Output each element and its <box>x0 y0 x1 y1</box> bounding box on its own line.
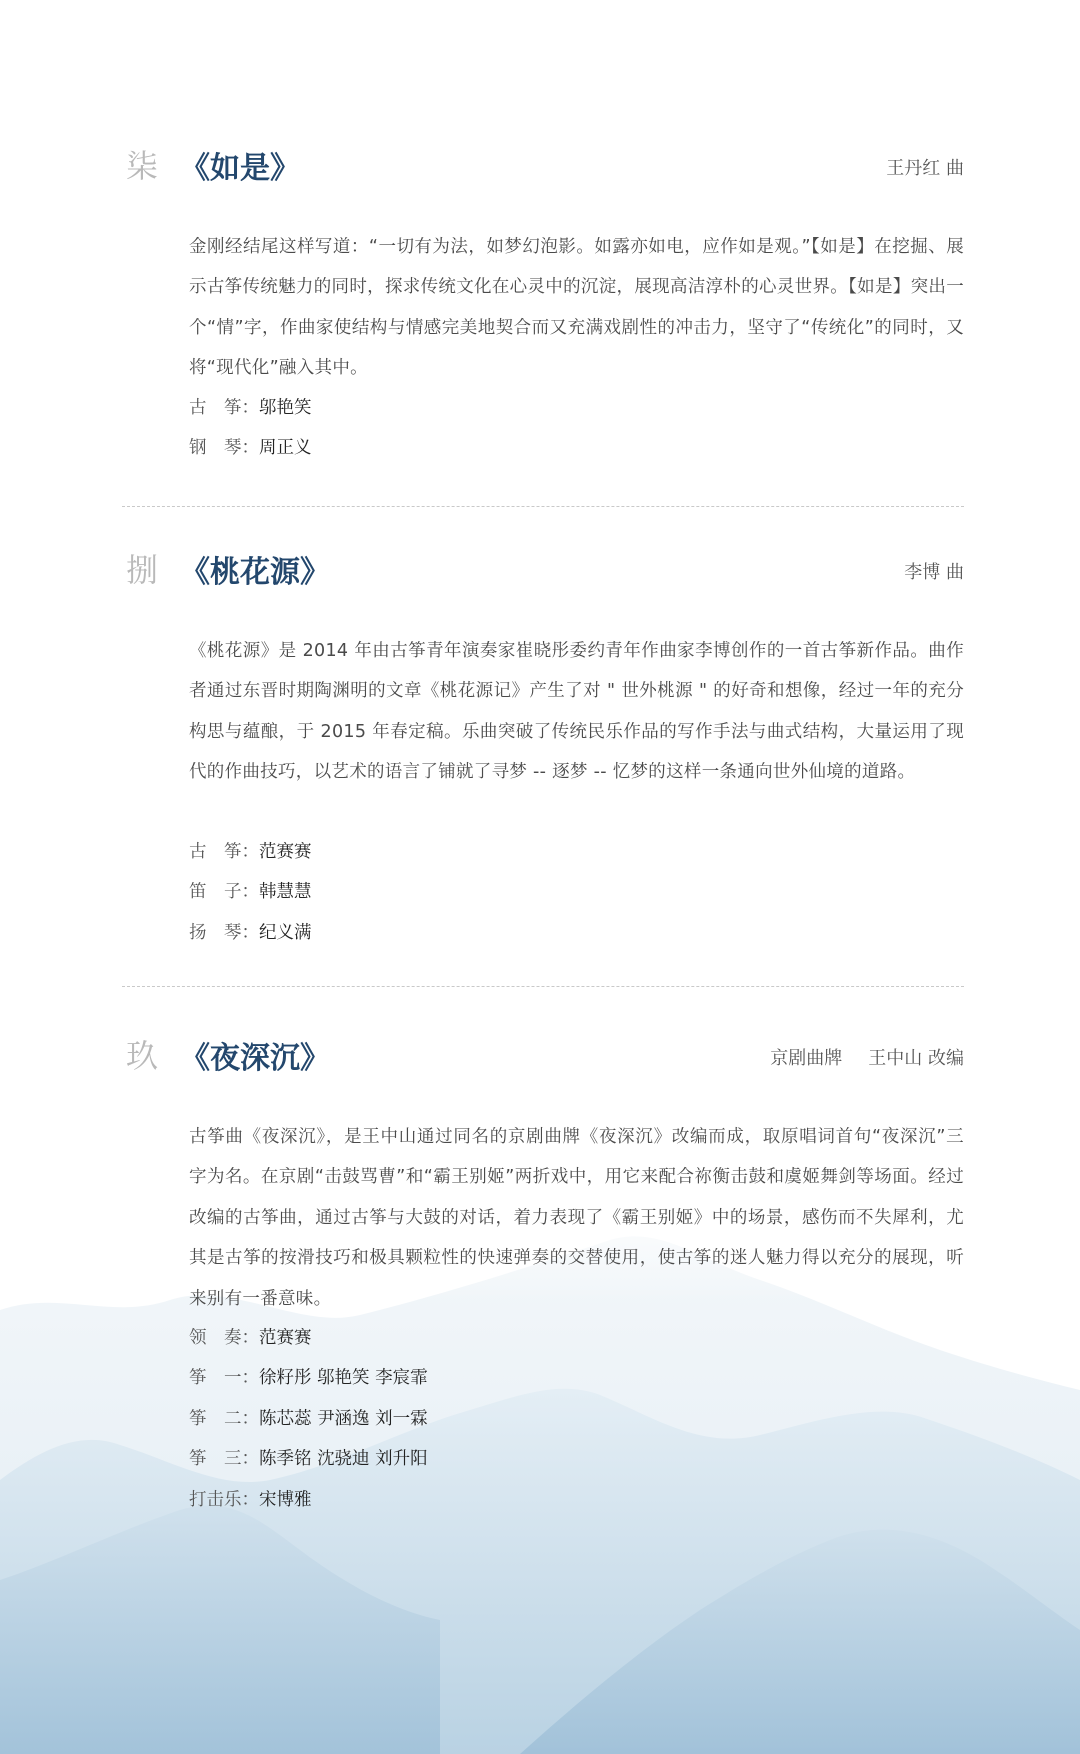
performer-list <box>189 832 312 953</box>
performer-row <box>189 428 312 468</box>
performer-role: 筝 一： <box>189 1368 259 1389</box>
performer-role: 扬 琴： <box>189 922 259 943</box>
composer-source: 京剧曲牌 <box>770 1048 843 1069</box>
performer-row <box>189 1399 428 1439</box>
section-divider <box>122 986 964 987</box>
performer-role: 打击乐： <box>189 1489 259 1510</box>
piece-title: 《夜深沉》 <box>180 1041 330 1076</box>
section-divider <box>122 506 964 507</box>
performer-row <box>189 872 312 912</box>
performer-row <box>189 913 312 953</box>
performer-row <box>189 1480 428 1520</box>
piece-description: 金刚经结尾这样写道：“一切有为法，如梦幻泡影。如露亦如电，应作如是观。”【如是】在挖掘、展示古筝传统魅力的同时，探求传统文化在心灵中的沉淀，展现高洁淳朴的心灵世界。【如是】突出一个“情”字，作曲家使结构与情感完美地契合而又充满戏剧性的冲击力，坚守了“传统化”的同时，又将“现代化”融入其中。 <box>189 237 964 379</box>
performer-row <box>189 832 312 872</box>
composer-name: 李博 曲 <box>904 562 964 583</box>
section-number-glyph: 捌 <box>126 551 159 589</box>
piece-title: 《桃花源》 <box>180 555 330 590</box>
performer-row <box>189 388 312 428</box>
performer-names: 邬艳笑 <box>259 398 312 418</box>
performer-names: 陈季铭 沈骁迪 刘升阳 <box>259 1449 428 1470</box>
performer-names: 陈芯蕊 尹涵逸 刘一霖 <box>259 1408 428 1429</box>
performer-row <box>189 1439 428 1479</box>
performer-names: 范赛赛 <box>259 1328 312 1348</box>
piece-description: 古筝曲《夜深沉》，是王中山通过同名的京剧曲牌《夜深沉》改编而成，取原唱词首句“夜深沉”三字为名。在京剧“击鼓骂曹”和“霸王别姬”两折戏中，用它来配合祢衡击鼓和虞姬舞剑等场面。经过改编的古筝曲，通过古筝与大鼓的对话，着力表现了《霸王别姬》中的场景，感伤而不失犀利，尤其是古筝的按滑技巧和极具颗粒性的快速弹奏的交替使用，使古筝的迷人魅力得以充分的展现，听来别有一番意味。 <box>189 1127 964 1309</box>
performer-list <box>189 388 312 469</box>
performer-list <box>189 1318 428 1520</box>
performer-names: 韩慧慧 <box>259 882 312 903</box>
section-number-glyph: 柒 <box>126 147 159 185</box>
performer-row <box>189 1318 428 1358</box>
performer-role: 钢 琴： <box>189 438 259 459</box>
composer-credit <box>886 149 964 189</box>
composer-credit <box>770 1039 964 1079</box>
performer-role: 筝 二： <box>189 1408 259 1429</box>
performer-names: 徐籽彤 邬艳笑 李宸霏 <box>259 1368 428 1389</box>
piece-title: 《如是》 <box>180 151 300 186</box>
performer-role: 筝 三： <box>189 1449 259 1470</box>
performer-role: 古 筝： <box>189 398 259 418</box>
performer-names: 纪义满 <box>259 922 312 943</box>
piece-description: 《桃花源》是 2014 年由古筝青年演奏家崔晓彤委约青年作曲家李博创作的一首古筝新作品。曲作者通过东晋时期陶渊明的文章《桃花源记》产生了对 " 世外桃源 " 的好奇和想像，经过一年的充分构思与蕴酿，于 2015 年春定稿。乐曲突破了传统民乐作品的写作手法与曲式结构，大量运用了现代的作曲技巧，以艺术的语言了铺就了寻梦 -- 逐梦 -- 忆梦的这样一条通向世外仙境的道路。 <box>189 641 964 783</box>
composer-name: 王中山 改编 <box>868 1048 964 1069</box>
section-number-glyph: 玖 <box>126 1037 159 1075</box>
performer-row <box>189 1358 428 1398</box>
performer-role: 古 筝： <box>189 842 259 862</box>
performer-names: 宋博雅 <box>259 1489 312 1510</box>
composer-name: 王丹红 曲 <box>886 158 964 179</box>
composer-credit <box>904 553 964 593</box>
performer-names: 周正义 <box>259 438 312 459</box>
performer-role: 笛 子： <box>189 882 259 903</box>
performer-role: 领 奏： <box>189 1328 259 1348</box>
performer-names: 范赛赛 <box>259 842 312 862</box>
